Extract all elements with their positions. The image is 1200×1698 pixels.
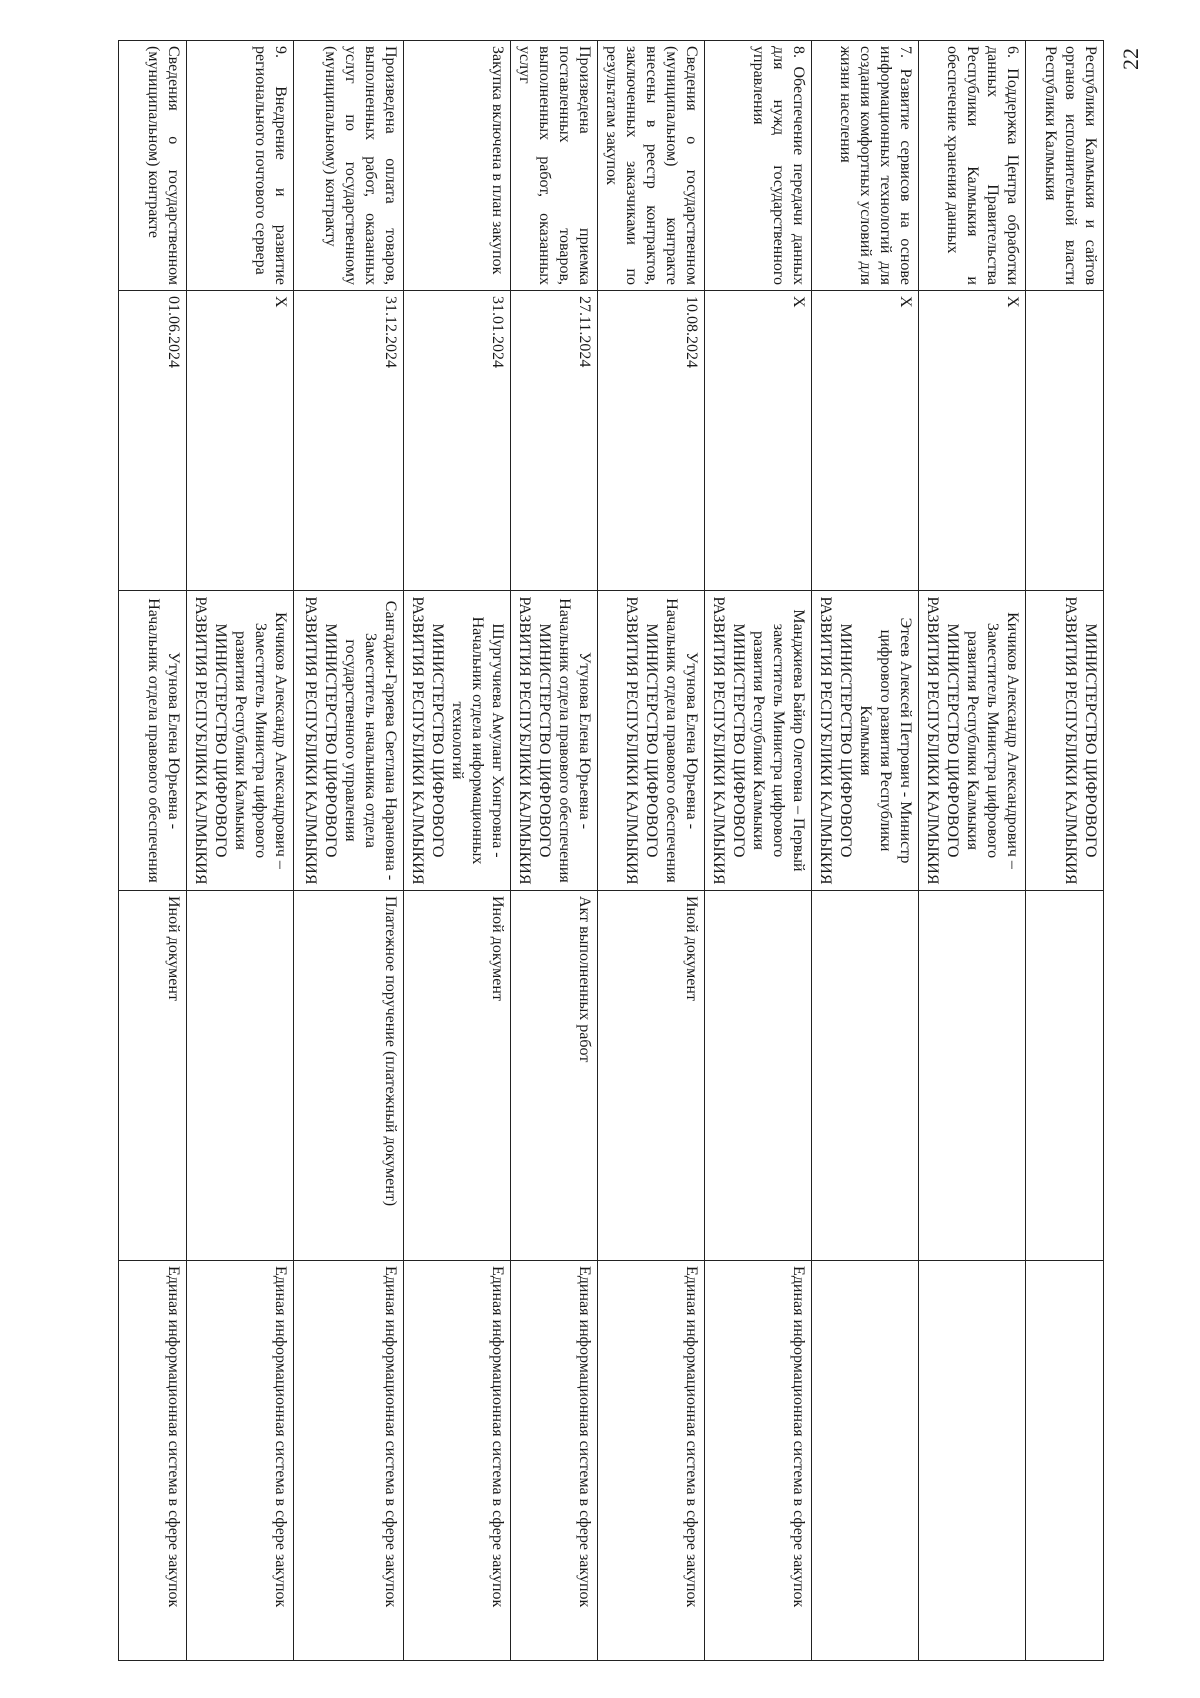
date-cell: 27.11.2024 <box>511 291 598 591</box>
system-cell: Единая информационная система в сфере закупок <box>404 1261 511 1661</box>
table-row <box>598 41 705 1661</box>
page-number: 22 <box>1118 48 1143 70</box>
responsible-cell: Этеев Алексей Петрович - Министр цифрового развития Республики Калмыкия МИНИСТЕРСТВО ЦИФРОВОГО РАЗВИТИЯ РЕСПУБЛИКИ КАЛМЫКИЯ <box>812 591 919 891</box>
task-cell: 7. Развитие сервисов на основе информационных технологий для создания комфортных условий для жизни населения <box>812 41 919 291</box>
date-cell: 31.01.2024 <box>404 291 511 591</box>
table-row <box>919 41 1026 1661</box>
document-cell: Платежное поручение (платежный документ) <box>294 891 404 1261</box>
responsible-cell: Утунова Елена Юрьевна - Начальник отдела правового обеспечения МИНИСТЕРСТВО ЦИФРОВОГО РАЗВИТИЯ РЕСПУБЛИКИ КАЛМЫКИЯ <box>511 591 598 891</box>
system-cell: Единая информационная система в сфере закупок <box>187 1261 294 1661</box>
responsible-cell: Утунова Елена Юрьевна - Начальник отдела правового обеспечения <box>119 591 187 891</box>
document-cell: Иной документ <box>598 891 705 1261</box>
system-cell: Единая информационная система в сфере закупок <box>119 1261 187 1661</box>
responsible-cell: Кичиков Александр Александрович – Заместитель Министра цифрового развития Республики Калмыкия МИНИСТЕРСТВО ЦИФРОВОГО РАЗВИТИЯ РЕСПУБЛИКИ КАЛМЫКИЯ <box>187 591 294 891</box>
table-row <box>705 41 812 1661</box>
table-row <box>294 41 404 1661</box>
responsible-cell: Утунова Елена Юрьевна - Начальник отдела правового обеспечения МИНИСТЕРСТВО ЦИФРОВОГО РАЗВИТИЯ РЕСПУБЛИКИ КАЛМЫКИЯ <box>598 591 705 891</box>
table-row <box>511 41 598 1661</box>
document-cell <box>1026 891 1104 1261</box>
document-cell <box>187 891 294 1261</box>
document-cell <box>812 891 919 1261</box>
document-cell: Акт выполненных работ <box>511 891 598 1261</box>
date-cell: 31.12.2024 <box>294 291 404 591</box>
responsible-cell: МИНИСТЕРСТВО ЦИФРОВОГО РАЗВИТИЯ РЕСПУБЛИКИ КАЛМЫКИЯ <box>1026 591 1104 891</box>
table-row <box>1026 41 1104 1661</box>
table-row <box>119 41 187 1661</box>
document-cell <box>919 891 1026 1261</box>
system-cell <box>812 1261 919 1661</box>
date-cell: X <box>187 291 294 591</box>
system-cell: Единая информационная система в сфере закупок <box>705 1261 812 1661</box>
task-cell: Произведена приемка поставленных товаров, выполненных работ, оказанных услуг <box>511 41 598 291</box>
responsible-cell: Сангаджи-Гаряева Светлана Нарановна - Заместитель начальника отдела государственного управления МИНИСТЕРСТВО ЦИФРОВОГО РАЗВИТИЯ РЕСПУБЛИКИ КАЛМЫКИЯ <box>294 591 404 891</box>
task-cell: Сведения о государственном (муниципальном) контракте <box>119 41 187 291</box>
task-cell: Закупка включена в план закупок <box>404 41 511 291</box>
date-cell: 01.06.2024 <box>119 291 187 591</box>
date-cell: X <box>705 291 812 591</box>
table-row <box>812 41 919 1661</box>
document-cell: Иной документ <box>404 891 511 1261</box>
table-row <box>404 41 511 1661</box>
task-cell: Сведения о государственном (муниципальном) контракте внесены в реестр контрактов, заключенных заказчиками по результатам закупок <box>598 41 705 291</box>
system-cell <box>919 1261 1026 1661</box>
responsible-cell: Манджиева Байир Олеговна – Первый заместитель Министра цифрового развития Республики Калмыкия МИНИСТЕРСТВО ЦИФРОВОГО РАЗВИТИЯ РЕСПУБЛИКИ КАЛМЫКИЯ <box>705 591 812 891</box>
document-cell: Иной документ <box>119 891 187 1261</box>
task-cell: Произведена оплата товаров, выполненных работ, оказанных услуг по государственному (муниципальному) контракту <box>294 41 404 291</box>
task-cell: 6. Поддержка Центра обработки данных Правительства Республики Калмыкия и обеспечение хранения данных <box>919 41 1026 291</box>
date-cell: X <box>919 291 1026 591</box>
responsible-cell: Кичиков Александр Александрович – Заместитель Министра цифрового развития Республики Калмыкия МИНИСТЕРСТВО ЦИФРОВОГО РАЗВИТИЯ РЕСПУБЛИКИ КАЛМЫКИЯ <box>919 591 1026 891</box>
plan-table <box>118 40 1104 1661</box>
task-cell: Республики Калмыкия и сайтов органов исполнительной власти Республики Калмыкия <box>1026 41 1104 291</box>
date-cell: 10.08.2024 <box>598 291 705 591</box>
table-row <box>187 41 294 1661</box>
system-cell: Единая информационная система в сфере закупок <box>294 1261 404 1661</box>
system-cell: Единая информационная система в сфере закупок <box>511 1261 598 1661</box>
task-cell: 8. Обеспечение передачи данных для нужд государственного управления <box>705 41 812 291</box>
system-cell <box>1026 1261 1104 1661</box>
date-cell: X <box>812 291 919 591</box>
system-cell: Единая информационная система в сфере закупок <box>598 1261 705 1661</box>
document-cell <box>705 891 812 1261</box>
task-cell: 9. Внедрение и развитие регионального почтового сервера <box>187 41 294 291</box>
responsible-cell: Шургучиева Амуланг Хонгровна - Начальник отдела информационных технологий МИНИСТЕРСТВО ЦИФРОВОГО РАЗВИТИЯ РЕСПУБЛИКИ КАЛМЫКИЯ <box>404 591 511 891</box>
date-cell <box>1026 291 1104 591</box>
